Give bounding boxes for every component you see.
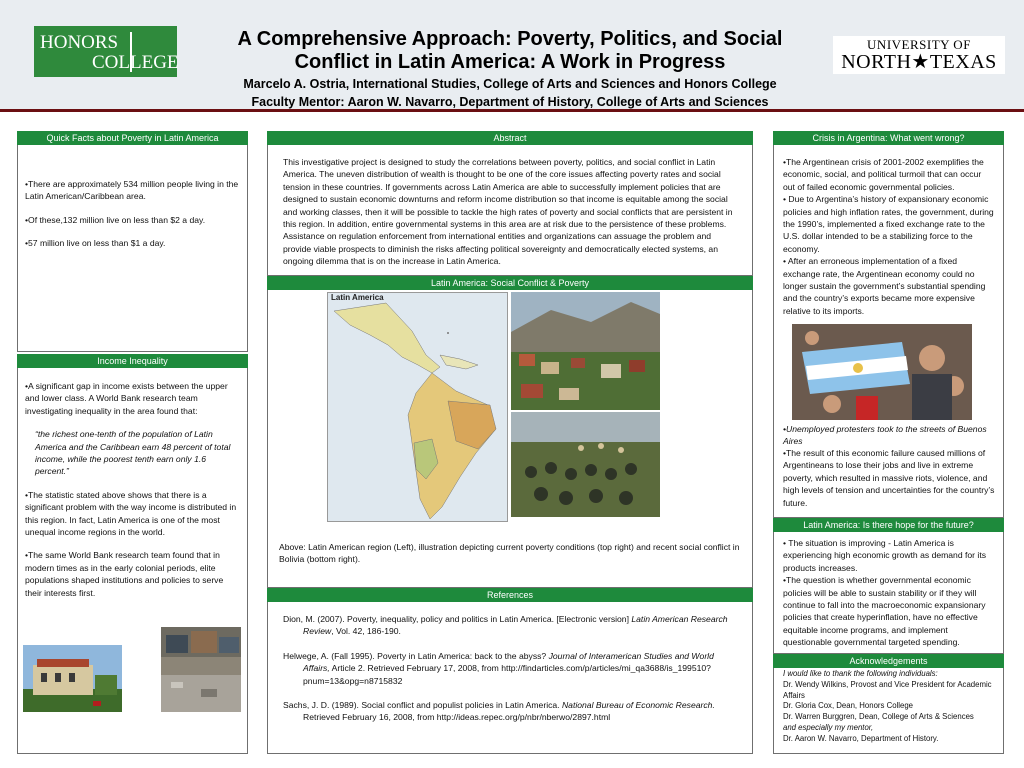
buenos-aires-protest-photo (792, 324, 972, 420)
references-list (283, 613, 741, 736)
mentor-line: Faculty Mentor: Aaron W. Navarro, Department of History, College of Arts and Sciences (251, 95, 769, 109)
poster-header (0, 0, 1024, 112)
fact-item: •Of these,132 million live on less than $2 a day. (25, 214, 206, 225)
income-text: •A significant gap in income exists between the upper and lower class. A World Bank research team investigating inequality in the area found that: “the richest one-tenth of the population of Latin America and the Caribbean earn 48 percent of total income, while the poorest tenth earn only 1.6 percent.” •The statistic stated above shows that there is a significant problem with the way income is distributed in this region. In fact, Latin America is one of the most unequal income regions in the world. •The same World Bank research team found that in modern times as in the early colonial periods, elite populations shaped institutions and policies to serve their interests first. (25, 380, 239, 610)
abstract-text: This investigative project is designed to study the correlations between poverty, politics, and social conflict in Latin America. The uneven distribution of wealth is thought to be one of the core issues affecting poverty rates and social tension in these countries. If governments across Latin America are able to successfully implement policies that are designed to sustain economic downturns and reform income distribution so that income is equitable among the social and working classes, then it will be possible to tackle the high rates of poverty and social conflicts that are persistent in this region. In addition, entire governmental systems in this area are at risk due to the persistence of these problems. Assistance on regulation enforcement from international entities and organizations can assuage the problem and provide viable prospects to diminish the risks affecting political sovereignty and democratically elected systems, an ongoing dilemma that is on the increase in Latin America. (283, 157, 733, 267)
hope-text: • The situation is improving - Latin America is experiencing high economic growth as demand for its products increases. •The question is whether governmental economic policies will be able to sustain stability or if they will continue to fall into the macroeconomic expansionary policies that create hyperinflation, have no effective equitable income programs, and implement questionable governmental targeted spending. (783, 538, 987, 648)
poverty-hillside-photo (511, 292, 660, 410)
argentina-result: •The result of this economic failure caused millions of Argentineans to lose their jobs and live in extreme poverty, which resulted in massive riots, violence, and high levels of tension and uncertainties for the country’s future. (783, 448, 995, 508)
fact-item: •There are approximately 534 million people living in the Latin American/Caribbean area. (25, 179, 239, 202)
hope-title: Latin America: Is there hope for the future? (773, 518, 1004, 532)
fact-item: •57 million live on less than $1 a day. (25, 238, 166, 249)
map-caption: Above: Latin American region (Left), illustration depicting current poverty conditions (top right) and recent social conflict in Bolivia (bottom right). (279, 542, 740, 565)
abstract-title: Abstract (267, 131, 753, 145)
unt-logo: UNIVERSITY OF NORTH★TEXAS (833, 36, 1005, 74)
argentina-text: •The Argentinean crisis of 2001-2002 exemplifies the economic, social, and political turmoil that can occur out of failed economic governmental policies. • Due to Argentina’s history of expansionary economic policies and high inflation rates, the government, during the 1990’s, implemented a fixed exchange rate to the U.S. dollar intended to be a stabilizing force to the economy. • After an erroneous implementation of a fixed exchange rate, the Argentinean economy could no longer sustain the government’s substantial spending and the country’s exports became more expensive relative to its imports. (783, 157, 994, 316)
map-title: Latin America (331, 293, 384, 302)
reference-item: Dion, M. (2007). Poverty, inequality, policy and politics in Latin America. [Electronic version] Latin American Research Review, Vol. 42, 186-190. (283, 614, 728, 637)
quick-facts-list (25, 178, 243, 261)
villa-photo (23, 645, 122, 712)
acknowledgements-title: Acknowledgements (773, 654, 1004, 668)
author-line: Marcelo A. Ostria, International Studies, College of Arts and Sciences and Honors College (243, 77, 777, 91)
bolivia-conflict-photo (511, 412, 660, 517)
social-title: Latin America: Social Conflict & Poverty (267, 276, 753, 290)
reference-item: Sachs, J. D. (1989). Social conflict and populist policies in Latin America. National Bureau of Economic Research. Retrieved February 16, 2008, from http://ideas.repec.org/p/nbr/nberwo/2897.html (283, 700, 715, 723)
protest-caption: •Unemployed protesters took to the streets of Buenos Aires (783, 424, 987, 447)
world-bank-quote: “the richest one-tenth of the population of Latin America and the Caribbean earn 48 percent of total income, while the poorest tenth earn only 1.6 percent.” (35, 429, 231, 477)
slum-photo (161, 627, 241, 712)
reference-item: Helwege, A. (Fall 1995). Poverty in Latin America: back to the abyss? Journal of Interamerican Studies and World Affairs, Article 2. Retrieved February 17, 2008, from http://findarticles.com/p/articles/mi_qa3688/is_199510?pnum=13&opg=n8715832 (283, 650, 714, 686)
quick-facts-title: Quick Facts about Poverty in Latin America (17, 131, 248, 145)
latin-america-map (327, 292, 508, 522)
acknowledgements-text: I would like to thank the following individuals: Dr. Wendy Wilkins, Provost and Vice President for Academic Affairs Dr. Gloria Cox, Dean, Honors College Dr. Warren Burggren, Dean, College of Arts & Sciences and especially my mentor, Dr. Aaron W. Navarro, Department of History. (783, 669, 992, 743)
poster-title: A Comprehensive Approach: Poverty, Politics, and Social Conflict in Latin America: A Work in Progress Marcelo A. Ostria, International Studies, College of Arts and Sciences and Honors College Faculty Mentor: Aaron W. Navarro, Department of History, College of Arts and Sciences (190, 28, 830, 110)
argentina-title: Crisis in Argentina: What went wrong? (773, 131, 1004, 145)
income-title: Income Inequality (17, 354, 248, 368)
references-title: References (267, 588, 753, 602)
honors-college-logo: HONORS COLLEGE (34, 26, 177, 77)
